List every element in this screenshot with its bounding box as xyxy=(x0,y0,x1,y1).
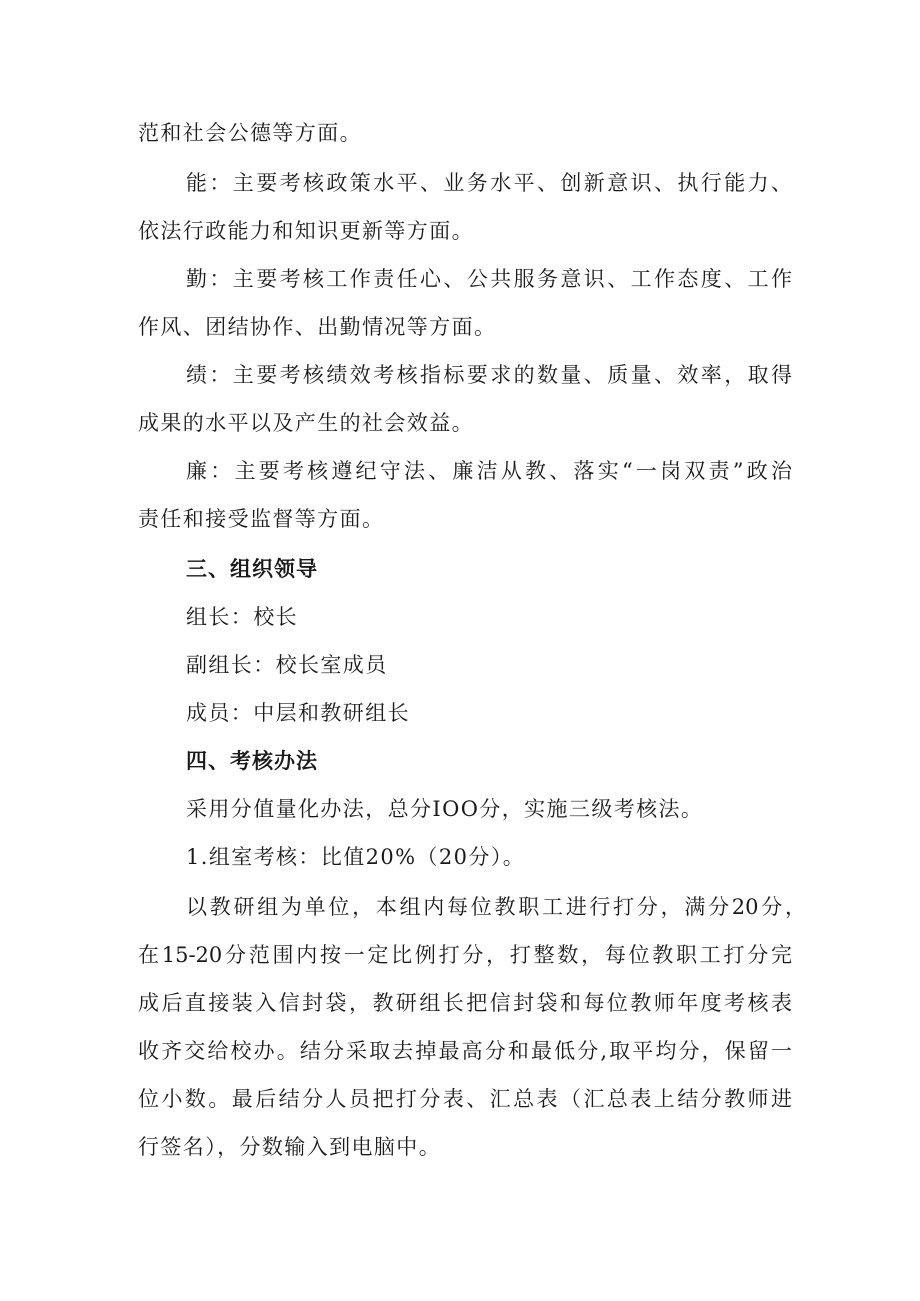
paragraph-line: 组长：校长 xyxy=(186,605,298,629)
paragraph-line: 责任和接受监督等方面。 xyxy=(138,507,385,531)
section-heading-organization: 三、组织领导 xyxy=(186,557,318,581)
paragraph-line: 能：主要考核政策水平、业务水平、创新意识、执行能力、 xyxy=(186,171,792,195)
paragraph-line: 成后直接装入信封袋，教研组长把信封袋和每位教师年度考核表 xyxy=(138,991,792,1015)
paragraph-line: 采用分值量化办法，总分IOO分，实施三级考核法。 xyxy=(186,797,704,821)
paragraph-line: 在15-20分范围内按一定比例打分，打整数，每位教职工打分完 xyxy=(138,943,792,967)
paragraph-line: 以教研组为单位，本组内每位教职工进行打分，满分20分， xyxy=(186,895,806,919)
paragraph-line: 收齐交给校办。结分采取去掉最高分和最低分,取平均分，保留一 xyxy=(138,1039,792,1063)
paragraph-line: 范和社会公德等方面。 xyxy=(138,121,362,145)
paragraph-line: 成果的水平以及产生的社会效益。 xyxy=(138,411,474,435)
paragraph-line: 廉：主要考核遵纪守法、廉洁从教、落实“一岗双责”政治 xyxy=(186,459,792,483)
section-heading-assessment-method: 四、考核办法 xyxy=(186,749,318,773)
paragraph-line: 成员：中层和教研组长 xyxy=(186,701,410,725)
paragraph-line: 依法行政能力和知识更新等方面。 xyxy=(138,219,474,243)
paragraph-line: 勤：主要考核工作责任心、公共服务意识、工作态度、工作 xyxy=(186,267,792,291)
paragraph-line: 1.组室考核：比值20%（20分）。 xyxy=(186,845,526,869)
paragraph-line: 位小数。最后结分人员把打分表、汇总表（汇总表上结分教师进 xyxy=(138,1087,792,1111)
paragraph-line: 作风、团结协作、出勤情况等方面。 xyxy=(138,315,497,339)
paragraph-line: 行签名），分数输入到电脑中。 xyxy=(138,1135,442,1159)
paragraph-line: 绩：主要考核绩效考核指标要求的数量、质量、效率，取得 xyxy=(186,363,792,387)
paragraph-line: 副组长：校长室成员 xyxy=(186,653,388,677)
